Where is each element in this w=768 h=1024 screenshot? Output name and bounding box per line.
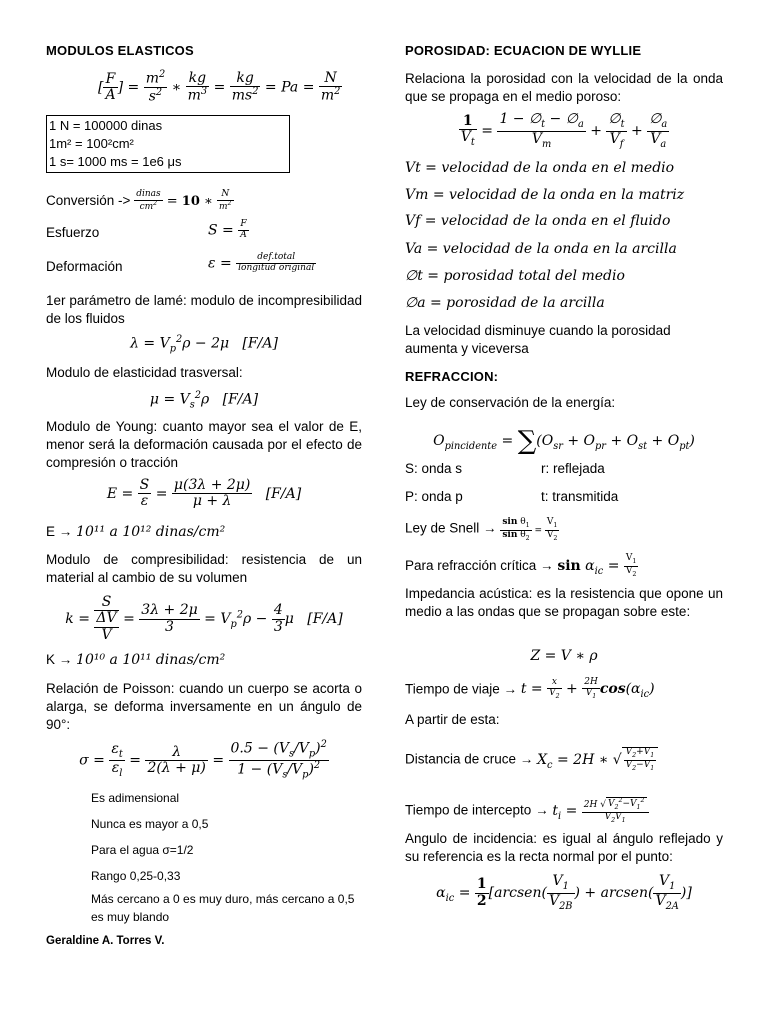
k-range-label: K → bbox=[46, 652, 73, 667]
lame-text: 1er parámetro de lamé: modulo de incompresibilidad de los fluidos bbox=[46, 293, 362, 326]
deformacion-formula: ε = $\frac{\text{def.total}}{\text{longitud original}}$ bbox=[208, 252, 315, 273]
units-box bbox=[46, 115, 290, 173]
lame-formula: $\lambda = V_p^2\rho - 2\mu$ [F/A] bbox=[130, 334, 278, 355]
definition-item: Vf = velocidad de la onda en el fluido bbox=[405, 213, 671, 229]
energy-law-text: Ley de conservación de la energía: bbox=[405, 395, 616, 410]
esfuerzo-formula: S = $\frac{F}{A}$ bbox=[208, 219, 247, 240]
e-range-value: 10¹¹ a 10¹² dinas/cm² bbox=[76, 524, 226, 540]
shear-text: Modulo de elasticidad trasversal: bbox=[46, 365, 243, 380]
definition-item: Vt = velocidad de la onda en el medio bbox=[405, 160, 675, 176]
definition-item: Vm = velocidad de la onda en la matriz bbox=[405, 187, 685, 203]
e-range-row bbox=[46, 523, 225, 541]
conversion-row: Conversión -> $\frac{\text{dinas}}{cm^2}$ = 10 ∗ $\frac{N}{m^2}$ bbox=[46, 189, 232, 212]
p-wave-label: P: onda p bbox=[405, 489, 463, 504]
r-reflected-label: r: reflejada bbox=[541, 461, 605, 476]
young-formula: E = $\frac{S}{\varepsilon}$ = $\frac{\mu(3\lambda + 2\mu)}{\mu + \lambda}$ [F/A] bbox=[106, 477, 302, 510]
section-title-elastic-moduli: MODULOS ELASTICOS bbox=[46, 43, 194, 58]
s-wave-label: S: onda s bbox=[405, 461, 463, 476]
k-range-row bbox=[46, 651, 225, 669]
intercept-row: Tiempo de intercepto → $t_i$ = $\frac{2H √ V_2^2-V_1^2}{V_2V_1}$ bbox=[405, 797, 649, 826]
deformacion-label: Deformación bbox=[46, 259, 123, 274]
velocity-note: La velocidad disminuye cuando la porosidad aumenta y viceversa bbox=[405, 323, 671, 356]
snell-label: Ley de Snell → bbox=[405, 520, 497, 536]
impedance-formula: Z = V ∗ ρ bbox=[530, 648, 598, 664]
definition-item: Va = velocidad de la onda en la arcilla bbox=[405, 241, 677, 257]
note-item: Rango 0,25-0,33 bbox=[91, 869, 181, 883]
units-line: 1m² = 100²cm² bbox=[49, 136, 134, 151]
porosity-intro: Relaciona la porosidad con la velocidad de la onda que se propaga en el medio poroso: bbox=[405, 71, 723, 104]
energy-formula: $O_{pincidente} = \sum(O_{sr} + O_{pr} + O_{st} + O_{pt})$ bbox=[433, 426, 695, 456]
units-equation: [ $\frac{F}{A}$ ] = $\frac{m^2}{s^2}$ ∗ $\frac{kg}{m^3}$ = $\frac{kg}{ms^2}$ = Pa = $\frac{N}{m^2}$ bbox=[98, 69, 341, 105]
definition-item: ∅a = porosidad de la arcilla bbox=[405, 295, 605, 311]
travel-time-row: Tiempo de viaje → t = $\frac{x}{V_2}$ + $\frac{2H}{V_1}$ $\cos(\alpha_{ic})$ bbox=[405, 677, 655, 701]
definition-item: ∅t = porosidad total del medio bbox=[405, 268, 625, 284]
intercept-label: Tiempo de intercepto → bbox=[405, 802, 549, 818]
impedance-text: Impedancia acústica: es la resistencia que opone un medio a las ondas que se propagan sobre este: bbox=[405, 586, 723, 619]
conversion-label: Conversión -> bbox=[46, 192, 131, 208]
esfuerzo-label: Esfuerzo bbox=[46, 225, 100, 240]
bulk-text: Modulo de compresibilidad: resistencia de un material al cambio de su volumen bbox=[46, 552, 362, 585]
section-title-porosity: POROSIDAD: ECUACION DE WYLLIE bbox=[405, 43, 642, 58]
poisson-formula: σ = $\frac{\varepsilon_t}{\varepsilon_l}$ = $\frac{\lambda}{2(\lambda + \mu)}$ = $\frac{0.5 - (V_s/V_p)^2}{1 - (V_s/V_p)^2}$ bbox=[79, 739, 327, 781]
shear-formula: $\mu = V_s^2\rho$ [F/A] bbox=[149, 390, 259, 411]
incidence-formula: $\alpha_{ic}$ = $\frac{1}{2}$ [arcsen( $\frac{V_1}{V_{2B}}$ ) + arcsen( $\frac{V_1}{V_{2A}}$ )] bbox=[436, 873, 692, 912]
k-range-value: 10¹⁰ a 10¹¹ dinas/cm² bbox=[76, 652, 226, 668]
section-title-refraction: REFRACCION: bbox=[405, 369, 499, 384]
crossover-row: Distancia de cruce → $X_c = 2H$ ∗ √ $\frac{V_2+V_1}{V_2-V_1}$ bbox=[405, 747, 658, 775]
critical-label: Para refracción crítica → bbox=[405, 558, 554, 574]
t-transmitted-label: t: transmitida bbox=[541, 489, 619, 504]
travel-time-label: Tiempo de viaje → bbox=[405, 681, 518, 697]
note-item: Más cercano a 0 es muy duro, más cercano a 0,5 es muy blando bbox=[91, 892, 355, 924]
wyllie-formula: $\frac{1}{V_t}$ = $\frac{1 - \emptyset_t - \emptyset_a}{V_m}$ + $\frac{\emptyset_t}{V_f}$ + $\frac{\emptyset_a}{V_a}$ bbox=[460, 111, 668, 150]
note-item: Nunca es mayor a 0,5 bbox=[91, 817, 209, 831]
incidence-text: Angulo de incidencia: es igual al ángulo reflejado y su referencia es la recta normal por el punto: bbox=[405, 831, 723, 864]
critical-row: Para refracción crítica → $\sin \alpha_{ic}$ = $\frac{V_1}{V_2}$ bbox=[405, 553, 637, 578]
poisson-text: Relación de Poisson: cuando un cuerpo se acorta o alarga, se deforma inversamente en un ángulo de 90°: bbox=[46, 681, 362, 732]
bulk-formula: k = S ΔV V = $\frac{3\lambda + 2\mu}{3}$ = $V_p^2\rho$ − $\frac{4}{3}$ μ [F/A] bbox=[65, 594, 343, 643]
units-line: 1 s= 1000 ms = 1e6 μs bbox=[49, 154, 182, 169]
e-range-label: E → bbox=[46, 524, 73, 539]
units-line: 1 N = 100000 dinas bbox=[49, 118, 163, 133]
young-text: Modulo de Young: cuanto mayor sea el valor de E, menor será la deformación causada por el efecto de compresión o tracción bbox=[46, 419, 362, 470]
author-signature: Geraldine A. Torres V. bbox=[46, 935, 165, 947]
crossover-label: Distancia de cruce → bbox=[405, 751, 534, 767]
snell-row: Ley de Snell → $\frac{\sin \theta_1}{\sin \theta_2}$ = $\frac{V_1}{V_2}$ bbox=[405, 517, 558, 542]
note-item: Para el agua σ=1/2 bbox=[91, 843, 194, 857]
from-this-text: A partir de esta: bbox=[405, 712, 500, 727]
note-item: Es adimensional bbox=[91, 791, 180, 805]
